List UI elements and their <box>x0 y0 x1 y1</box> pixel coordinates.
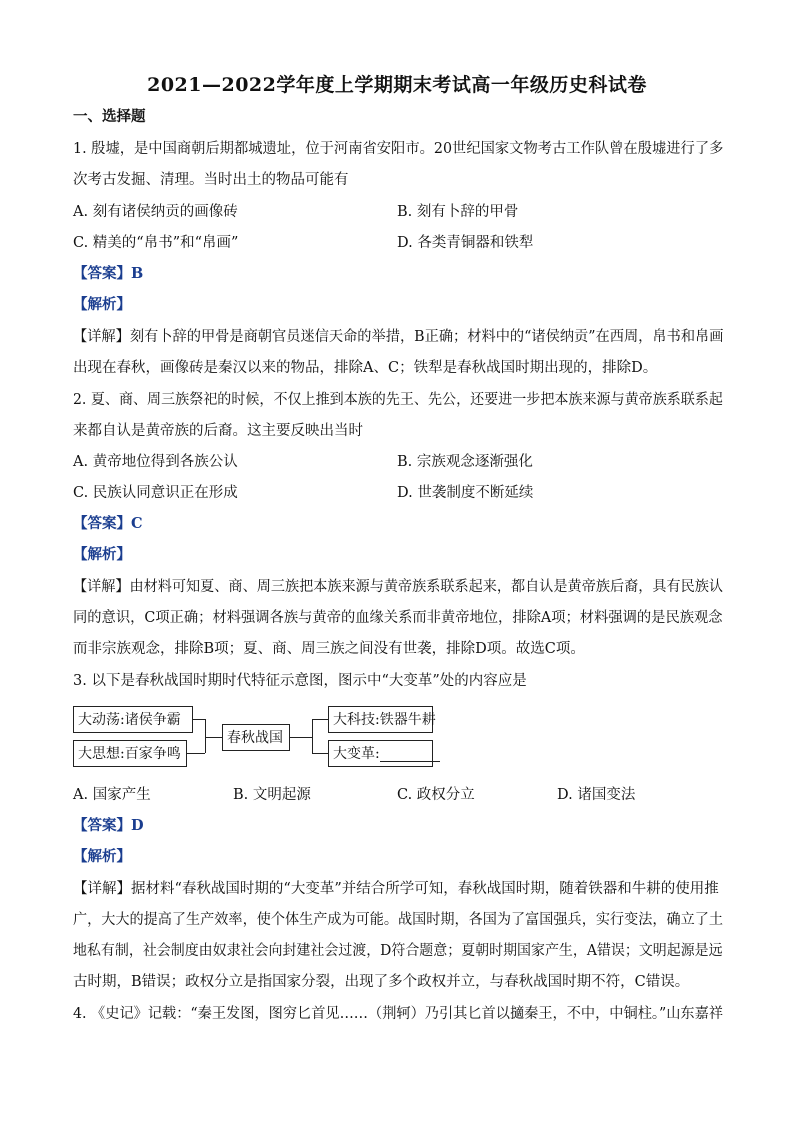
q3-stem: 3. 以下是春秋战国时期时代特征示意图，图示中“大变革”处的内容应是 <box>73 673 527 689</box>
diagram-box-reform <box>328 740 433 767</box>
q2-detail-line3: 而非宗族观念，排除B项；夏、商、周三族之间没有世袭，排除D项。故选C项。 <box>73 641 585 657</box>
q1-option-a: A. 刻有诸侯纳贡的画像砖 <box>73 204 238 220</box>
q1-detail-line1: 【详解】刻有卜辞的甲骨是商朝官员迷信天命的举措，B正确；材料中的“诸侯纳贡”在西周，帛书和帛画 <box>73 329 724 345</box>
connector-line <box>193 719 205 720</box>
answer-blank <box>380 747 440 762</box>
connector-line <box>312 719 313 753</box>
diagram-box-center: 春秋战国 <box>222 724 290 751</box>
reform-label: 大变革: <box>333 746 380 762</box>
q3-option-c: C. 政权分立 <box>397 787 475 803</box>
q1-answer: 【答案】B <box>73 265 144 282</box>
q2-detail-line1: 【详解】由材料可知夏、商、周三族把本族来源与黄帝族系联系起来，都自认是黄帝族后裔，具有民族认 <box>73 579 723 595</box>
connector-line <box>205 737 222 738</box>
q4-stem-line1: 4. 《史记》记载：“秦王发图，图穷匕首见……（荆轲）乃引其匕首以擿秦王，不中，中铜柱。”山东嘉祥 <box>73 1006 724 1022</box>
q2-analysis: 【解析】 <box>73 546 131 563</box>
q2-option-d: D. 世袭制度不断延续 <box>397 485 534 501</box>
q3-answer: 【答案】D <box>73 817 144 834</box>
connector-line <box>205 719 206 753</box>
connector-line <box>312 719 328 720</box>
diagram-box-turmoil: 大动荡:诸侯争霸 <box>73 706 193 733</box>
diagram-box-thought: 大思想:百家争鸣 <box>73 740 187 767</box>
q2-stem-line1: 2. 夏、商、周三族祭祀的时候，不仅上推到本族的先王、先公，还要进一步把本族来源与黄帝族系联系起 <box>73 392 723 408</box>
q2-stem-line2: 来都自认是黄帝族的后裔。这主要反映出当时 <box>73 423 363 439</box>
q2-option-a: A. 黄帝地位得到各族公认 <box>73 454 238 470</box>
q3-option-b: B. 文明起源 <box>233 787 311 803</box>
q3-detail-line1: 【详解】据材料“春秋战国时期的“大变革”并结合所学可知，春秋战国时期，随着铁器和牛耕的使用推 <box>73 881 719 897</box>
q3-analysis: 【解析】 <box>73 848 131 865</box>
q2-option-b: B. 宗族观念逐渐强化 <box>397 454 533 470</box>
connector-line <box>187 753 205 754</box>
q1-detail-line2: 出现在春秋，画像砖是秦汉以来的物品，排除A、C；铁犁是春秋战国时期出现的，排除D。 <box>73 360 658 376</box>
q1-stem-line2: 次考古发掘、清理。当时出土的物品可能有 <box>73 172 349 188</box>
q3-option-d: D. 诸国变法 <box>557 787 636 803</box>
q1-option-c: C. 精美的“帛书”和“帛画” <box>73 235 239 251</box>
q1-option-b: B. 刻有卜辞的甲骨 <box>397 204 519 220</box>
page-title: 2021—2022学年度上学期期末考试高一年级历史科试卷 <box>147 74 647 96</box>
connector-line <box>312 753 328 754</box>
q2-answer: 【答案】C <box>73 515 143 532</box>
q1-stem-line1: 1. 殷墟，是中国商朝后期都城遗址，位于河南省安阳市。20世纪国家文物考古工作队曾在殷墟进行了多 <box>73 141 724 157</box>
q2-option-c: C. 民族认同意识正在形成 <box>73 485 238 501</box>
diagram-box-technology: 大科技:铁器牛耕 <box>328 706 433 733</box>
q1-option-d: D. 各类青铜器和铁犁 <box>397 235 534 251</box>
q3-detail-line4: 古时期，B错误；政权分立是指国家分裂，出现了多个政权并立，与春秋战国时期不符，C错误。 <box>73 974 690 990</box>
section-heading: 一、选择题 <box>73 108 146 125</box>
q3-detail-line2: 广，大大的提高了生产效率，使个体生产成为可能。战国时期，各国为了富国强兵，实行变法，确立了土 <box>73 912 723 928</box>
q1-analysis: 【解析】 <box>73 296 131 313</box>
connector-line <box>290 737 312 738</box>
q2-detail-line2: 同的意识，C项正确；材料强调各族与黄帝的血缘关系而非黄帝地位，排除A项；材料强调的是民族观念 <box>73 610 723 626</box>
q3-option-a: A. 国家产生 <box>73 787 151 803</box>
q3-detail-line3: 地私有制，社会制度由奴隶社会向封建社会过渡，D符合题意；夏朝时期国家产生，A错误；文明起源是远 <box>73 943 723 959</box>
